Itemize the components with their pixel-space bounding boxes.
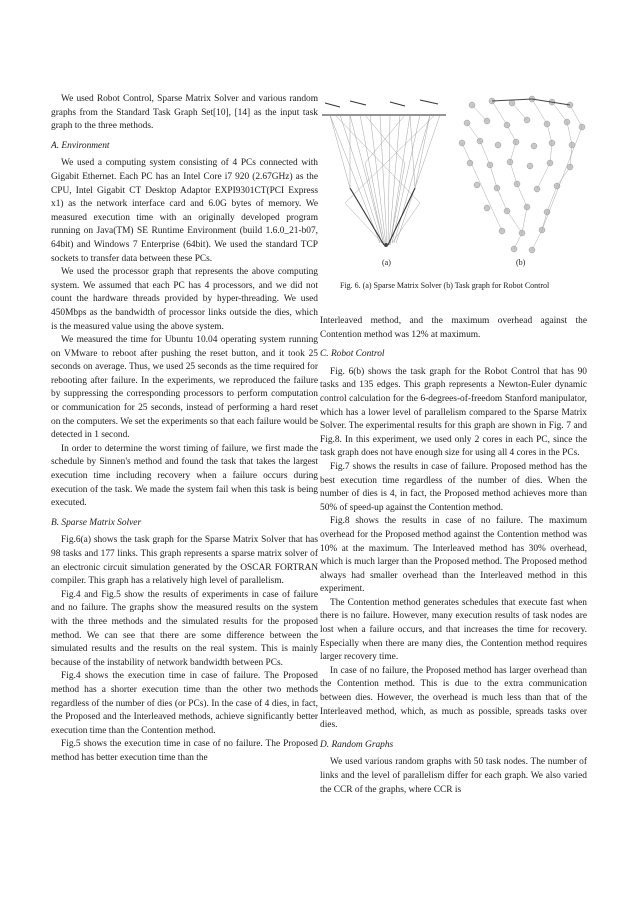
robot-control-paragraph-2: Fig.7 shows the results in case of failure. Proposed method has the best execution time regardless of the number of dies. When the number of dies is 4, in fact, the Proposed method achieves more than 50% of speed-up against the Contention method. <box>320 461 587 513</box>
section-c-heading: C. Robot Control <box>320 349 385 360</box>
robot-control-paragraph-5: In case of no failure, the Proposed method has larger overhead than the Contention method. This is due to the extra communication between dies. However, the overhead is much less than that of the Interleaved method, which, as much as possible, spreads tasks over dies. <box>320 665 587 731</box>
robot-control-task-graph <box>452 93 592 258</box>
sparse-matrix-paragraph-3: Fig.4 shows the execution time in case of failure. The Proposed method has a shorter execution time than the other two methods regardless of the number of dies (or PCs). In the case of 4 dies, in fact, the Proposed and the Interleaved methods, achieve significantly better execution time than the Contention method. <box>51 671 318 736</box>
sparse-matrix-paragraph-4: Fig.5 shows the execution time in case of no failure. The Proposed method has better execution time than the <box>51 739 318 763</box>
figure-6 <box>320 93 587 299</box>
section-a-heading: A. Environment <box>51 140 110 151</box>
robot-control-paragraph-3: Fig.8 shows the results in case of no failure. The maximum overhead for the Proposed method against the Contention method was 10% at the maximum. The Interleaved method has 30% overhead, which is much larger than the Proposed method. The Proposed method always had smaller overhead than the Interleaved method in this experiment. <box>320 516 587 595</box>
sparse-matrix-paragraph-2: Fig.4 and Fig.5 show the results of experiments in case of failure and no failure. The graphs show the measured results on the system with the three methods and the simulated results for the proposed method. We can see that there are some difference between the simulated results and the results on the real system. This is mainly because of the instability of network bandwidth between PCs. <box>51 589 318 668</box>
random-graphs-paragraph-1: We used various random graphs with 50 task nodes. The number of links and the level of parallelism differ for each graph. We also varied the CCR of the graphs, where CCR is <box>320 757 587 795</box>
environment-paragraph-2: We used the processor graph that represents the above computing system. We assumed that each PC has 4 processors, and we did not count the hardware threads provided by hyper-threading. We used 450Mbps as the bandwidth of processor links outside the dies, which is the measured value using the above system. <box>51 267 318 332</box>
left-column <box>51 93 318 766</box>
sparse-matrix-paragraph-1: Fig.6(a) shows the task graph for the Sparse Matrix Solver that has 98 tasks and 177 links. This graph represents a sparse matrix solver of an electronic circuit simulation generated by the OSCAR FORTRAN compiler. This graph has a relatively high level of parallelism. <box>51 535 318 587</box>
continued-paragraph: Interleaved method, and the maximum overhead against the Contention method was 12% at maximum. <box>320 316 587 340</box>
intro-paragraph: We used Robot Control, Sparse Matrix Solver and various random graphs from the Standard Task Graph Set[10], [14] as the input task graph to the three methods. <box>51 94 318 132</box>
figure-label-b: (b) <box>516 258 526 267</box>
robot-control-paragraph-1: Fig. 6(b) shows the task graph for the Robot Control that has 90 tasks and 135 edges. This graph represents a Newton-Euler dynamic control calculation for the 6-degrees-of-freedom Stanford manipulator, which has a lower level of parallelism compared to the Sparse Matrix Solver. The experimental results for this graph are shown in Fig. 7 and Fig.8. In this experiment, we used only 2 cores in each PC, since the task graph does not have enough size for using all 4 cores in the PCs. <box>320 366 587 459</box>
environment-paragraph-4: In order to determine the worst timing of failure, we first made the schedule by Sinnen's method and found the task that takes the largest execution time including recovery when a failure occurs during execution of the task. We made the system fail when this task is being executed. <box>51 443 318 509</box>
robot-control-paragraph-4: The Contention method generates schedules that execute fast when there is no failure. However, many execution results of task nodes are lost when a failure occurs, and that increases the time for recovery. Especially when there are many dies, the Contention method requires larger recovery time. <box>320 597 587 663</box>
sparse-matrix-task-graph <box>320 93 448 258</box>
section-b-heading: B. Sparse Matrix Solver <box>51 517 142 528</box>
environment-paragraph-3: We measured the time for Ubuntu 10.04 operating system running on VMware to reboot after pushing the reset button, and it took 25 seconds on average. Thus, we used 25 seconds as the time required for rebooting after failure. In the experiments, we reproduced the failure by suppressing the corresponding processors to perform computation or communication for 25 seconds, instead of performing a hard reset on the computers. We set the experiments so that each failure would be detected in 1 second. <box>51 335 318 441</box>
figure-label-a: (a) <box>382 258 391 267</box>
environment-paragraph-1: We used a computing system consisting of 4 PCs connected with Gigabit Ethernet. Each PC has an Intel Core i7 920 (2.67GHz) as the CPU, Intel Gigabit CT Desktop Adaptor EXPI9301CT(PCI Express x1) as the network interface card and 6.0G bytes of memory. We measured execution time with an originally developed program running on Java(TM) SE Runtime Environment (build 1.6.0_21-b07, 64bit) and Windows 7 Enterprise (64bit). We used the standard TCP sockets to transfer data between these PCs. <box>51 158 318 264</box>
right-column <box>320 315 587 797</box>
section-d-heading: D. Random Graphs <box>320 739 394 750</box>
figure-caption: Fig. 6. (a) Sparse Matrix Solver (b) Task graph for Robot Control <box>340 281 550 290</box>
